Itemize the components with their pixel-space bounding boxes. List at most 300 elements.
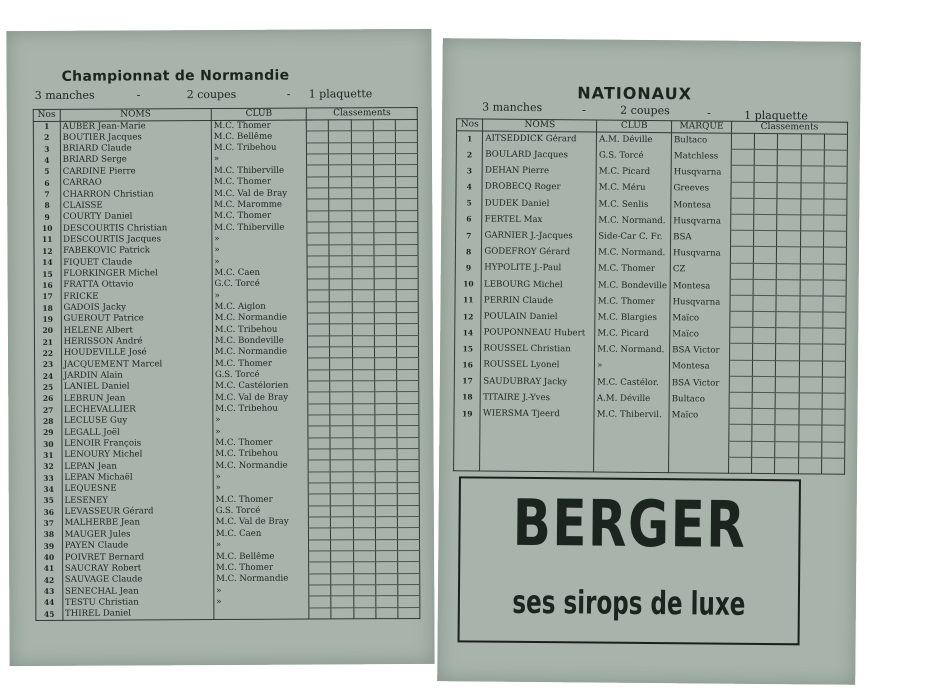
entry-number: 15 (34, 269, 61, 280)
classement-cell (373, 188, 395, 199)
classement-cell (752, 376, 775, 392)
classement-cell (376, 607, 398, 618)
entry-number: 3 (456, 163, 483, 179)
entry-number: 31 (35, 450, 62, 461)
classement-cell (375, 449, 397, 460)
classement-cell (308, 460, 330, 471)
entry-make: Montesa (671, 197, 731, 214)
entry-club: » (595, 359, 670, 376)
classement-cell (824, 150, 847, 166)
classement-cell (375, 483, 397, 494)
right-sub-plaquette: 1 plaquette (744, 108, 808, 123)
classement-cell (374, 346, 396, 357)
classement-cell (729, 360, 752, 376)
classement-cell (801, 150, 824, 166)
classement-cell (754, 182, 777, 198)
blank-cell (775, 425, 798, 441)
classement-cell (351, 131, 373, 142)
entry-number: 29 (35, 428, 62, 439)
classement-cell (753, 247, 776, 263)
entry-number: 35 (35, 496, 62, 507)
classement-cell (375, 596, 397, 607)
entry-name: LEVASSEUR Gérard (62, 506, 213, 518)
classement-cell (352, 290, 374, 301)
classement-cell (330, 347, 352, 358)
classement-cell (351, 120, 373, 131)
entry-club: M.C. Thomer (213, 562, 309, 574)
entry-name: LEBOURG Michel (481, 277, 595, 294)
entry-name: LEBRUN Jean (61, 393, 212, 405)
entry-name: CLAISSE (60, 200, 211, 212)
classement-cell (729, 344, 752, 360)
classement-cell (754, 231, 777, 247)
entry-number: 2 (456, 147, 483, 163)
classement-cell (375, 528, 397, 539)
classement-cell (308, 369, 330, 380)
entry-number: 33 (35, 473, 62, 484)
left-sub-sep-b: - (286, 87, 291, 101)
entry-number: 4 (33, 155, 60, 166)
classement-cell (397, 494, 419, 505)
classement-cell (309, 562, 331, 573)
classement-cell (374, 335, 396, 346)
classement-cell (800, 263, 823, 279)
classement-cell (396, 222, 418, 233)
classement-cell (729, 408, 752, 424)
classement-cell (398, 596, 420, 607)
left-entry-body (33, 119, 420, 620)
entry-club: M.C. Bondeville (595, 278, 670, 295)
entry-number: 12 (455, 309, 482, 325)
right-sub-manches: 3 manches (482, 100, 543, 115)
entry-number: 5 (456, 196, 483, 212)
classement-cell (375, 460, 397, 471)
classement-cell (397, 448, 419, 459)
classement-cell (352, 381, 374, 392)
classement-cell (307, 131, 329, 142)
entry-name: AITSEDDICK Gérard (483, 131, 597, 148)
classement-cell (308, 426, 330, 437)
classement-cell (799, 312, 822, 328)
classement-cell (353, 505, 375, 516)
classement-cell (352, 403, 374, 414)
entry-club: G.S. Torcé (212, 370, 308, 382)
classement-cell (330, 392, 352, 403)
classement-cell (374, 380, 396, 391)
entry-number: 45 (36, 609, 63, 620)
classement-cell (352, 324, 374, 335)
classement-cell (396, 358, 418, 369)
col-classements-header: Classements (731, 121, 847, 134)
classement-cell (754, 133, 777, 149)
classement-cell (329, 188, 351, 199)
entry-name: SAUCRAY Robert (62, 563, 213, 575)
classement-cell (373, 199, 395, 210)
entry-club: G.S. Torcé (596, 148, 671, 165)
right-sub-sep-a: - (582, 103, 586, 117)
classement-cell (329, 199, 351, 210)
classement-cell (329, 165, 351, 176)
entry-club: M.C. Normand. (595, 342, 670, 359)
classement-cell (396, 301, 418, 312)
classement-cell (309, 528, 331, 539)
classement-cell (351, 199, 373, 210)
classement-cell (307, 245, 329, 256)
blank-cell (454, 438, 481, 454)
entry-number: 42 (36, 575, 63, 586)
classement-cell (373, 165, 395, 176)
entry-number: 24 (35, 371, 62, 382)
entry-club: M.C. Normand. (596, 213, 671, 230)
entry-name: FERTEL Max (482, 212, 596, 229)
classement-cell (331, 494, 353, 505)
classement-cell (308, 347, 330, 358)
classement-cell (353, 528, 375, 539)
classement-cell (777, 166, 800, 182)
entry-number: 39 (36, 541, 63, 552)
entry-name: GADOIS Jacky (61, 302, 212, 314)
classement-cell (375, 505, 397, 516)
classement-cell (374, 369, 396, 380)
classement-cell (330, 358, 352, 369)
entry-club: M.C. Normandie (212, 313, 308, 325)
entry-number: 30 (35, 439, 62, 450)
classement-cell (396, 380, 418, 391)
entry-club: » (212, 290, 308, 302)
entry-make: Montesa (669, 359, 729, 376)
classement-cell (309, 585, 331, 596)
entry-number: 11 (455, 293, 482, 309)
entry-club: M.C. Blargies (595, 310, 670, 327)
classement-cell (754, 150, 777, 166)
classement-cell (331, 596, 353, 607)
blank-cell (775, 441, 798, 457)
classement-cell (799, 328, 822, 344)
entry-name: DEHAN Pierre (482, 163, 596, 180)
classement-cell (309, 494, 331, 505)
classement-cell (799, 344, 822, 360)
entry-number: 40 (36, 552, 63, 563)
blank-cell (798, 458, 821, 474)
entry-name: LEQUESNE (62, 484, 213, 496)
entry-club: M.C. Méru (596, 181, 671, 198)
entry-name: FRATTA Ottavio (61, 279, 212, 291)
classement-cell (375, 551, 397, 562)
classement-cell (397, 573, 419, 584)
entry-club: » (213, 426, 309, 438)
classement-cell (395, 142, 417, 153)
classement-cell (395, 188, 417, 199)
classement-cell (374, 267, 396, 278)
entry-club: M.C. Bellême (213, 551, 309, 563)
classement-cell (395, 119, 417, 130)
entry-number: 16 (34, 280, 61, 291)
entry-number: 41 (36, 564, 63, 575)
entry-name: HOUDEVILLE José (61, 347, 212, 359)
col-name-header: NOMS (483, 119, 597, 132)
entry-club: M.C. Picard (595, 326, 670, 343)
classement-cell (753, 344, 776, 360)
classement-cell (397, 426, 419, 437)
classement-cell (753, 263, 776, 279)
classement-cell (823, 264, 846, 280)
entry-name: DESCOURTIS Christian (61, 223, 212, 235)
classement-cell (777, 247, 800, 263)
classement-cell (331, 460, 353, 471)
right-sheet (437, 38, 861, 685)
classement-cell (351, 142, 373, 153)
classement-cell (396, 290, 418, 301)
entry-name: AUBER Jean-Marie (60, 121, 211, 133)
entry-name: LEPAN Michaël (62, 472, 213, 484)
classement-cell (308, 301, 330, 312)
classement-cell (776, 279, 799, 295)
classement-cell (373, 142, 395, 153)
classement-cell (308, 381, 330, 392)
entry-name: DUDEK Daniel (482, 196, 596, 213)
classement-cell (352, 313, 374, 324)
entry-name: COURTY Daniel (60, 211, 211, 223)
left-sheet (6, 29, 434, 666)
classement-cell (374, 233, 396, 244)
entry-club: » (212, 256, 308, 268)
classement-cell (329, 131, 351, 142)
classement-cell (754, 198, 777, 214)
entry-number: 9 (455, 260, 482, 276)
col-classements-header: Classements (307, 107, 418, 120)
classement-cell (352, 267, 374, 278)
classement-cell (373, 176, 395, 187)
entry-name: SAUVAGE Claude (62, 574, 213, 586)
classement-cell (397, 505, 419, 516)
classement-cell (330, 324, 352, 335)
entry-make: Husqvarna (670, 246, 730, 263)
classement-cell (307, 256, 329, 267)
classement-cell (307, 199, 329, 210)
classement-cell (351, 210, 373, 221)
classement-cell (373, 154, 395, 165)
entry-number: 9 (34, 212, 61, 223)
entry-club: » (212, 233, 308, 245)
entry-club: M.C. Val de Bray (213, 392, 309, 404)
entry-club: M.C. Normandie (213, 460, 309, 472)
entry-club: M.C. Castélorien (213, 381, 309, 393)
classement-cell (730, 295, 753, 311)
entry-name: JARDIN Alain (61, 370, 212, 382)
classement-cell (351, 188, 373, 199)
classement-cell (330, 437, 352, 448)
classement-cell (331, 574, 353, 585)
entry-club: M.C. Thomer (595, 262, 670, 279)
entry-club: M.C. Maromme (212, 199, 308, 211)
classement-cell (374, 256, 396, 267)
classement-cell (397, 551, 419, 562)
entry-number: 25 (35, 382, 62, 393)
entry-number: 19 (34, 314, 61, 325)
entry-name: FLORKINGER Michel (61, 268, 212, 280)
entry-name: GUEROUT Patrice (61, 313, 212, 325)
classement-cell (307, 279, 329, 290)
entry-name: HELENE Albert (61, 325, 212, 337)
classement-cell (330, 267, 352, 278)
blank-cell (821, 458, 844, 474)
classement-cell (375, 517, 397, 528)
entry-number: 16 (454, 357, 481, 373)
entry-number: 3 (33, 144, 60, 155)
entry-club: » (213, 483, 309, 495)
entry-club: M.C. Caen (213, 528, 309, 540)
entry-club: M.C. Caen (212, 268, 308, 280)
classement-cell (729, 376, 752, 392)
classement-cell (308, 449, 330, 460)
entry-name: FABEKOVIC Patrick (61, 245, 212, 257)
classement-cell (731, 182, 754, 198)
entry-name: WIERSMA Tjeerd (480, 406, 594, 423)
classement-cell (396, 312, 418, 323)
entry-make: Husqvarna (670, 295, 730, 312)
classement-cell (801, 166, 824, 182)
entry-club: M.C. Val de Bray (213, 517, 309, 529)
classement-cell (396, 278, 418, 289)
classement-cell (775, 393, 798, 409)
entry-name: BOUTIER Jacques (60, 132, 211, 144)
entry-number: 18 (34, 303, 61, 314)
classement-cell (329, 222, 351, 233)
classement-cell (329, 256, 351, 267)
classement-cell (778, 150, 801, 166)
classement-cell (822, 409, 845, 425)
entry-name: LECHEVALLIER (61, 404, 212, 416)
classement-cell (352, 347, 374, 358)
entry-club: G.S. Torcé (213, 506, 309, 518)
entry-club: G.C. Torcé (212, 279, 308, 291)
entry-name: CHARRON Christian (60, 189, 211, 201)
classement-cell (352, 279, 374, 290)
advert-slogan: ses sirops de luxe (512, 582, 746, 623)
classement-cell (374, 222, 396, 233)
classement-cell (331, 562, 353, 573)
classement-cell (309, 540, 331, 551)
classement-cell (396, 369, 418, 380)
classement-cell (308, 358, 330, 369)
classement-cell (375, 585, 397, 596)
entry-club: A.M. Déville (597, 132, 672, 149)
entry-number: 7 (34, 189, 61, 200)
blank-cell (669, 456, 729, 473)
classement-cell (798, 409, 821, 425)
classement-cell (307, 211, 329, 222)
classement-cell (331, 483, 353, 494)
entry-club: M.C. Thiberville (212, 222, 308, 234)
entry-number: 11 (34, 235, 61, 246)
classement-cell (374, 312, 396, 323)
classement-cell (330, 290, 352, 301)
classement-cell (309, 506, 331, 517)
classement-cell (800, 279, 823, 295)
entry-make: Maïco (670, 311, 730, 328)
entry-club: A.M. Déville (594, 391, 669, 408)
classement-cell (730, 311, 753, 327)
classement-cell (397, 414, 419, 425)
classement-cell (776, 376, 799, 392)
classement-cell (397, 471, 419, 482)
entry-number: 15 (455, 341, 482, 357)
entry-club: » (213, 540, 309, 552)
entry-make: Maïco (669, 408, 729, 425)
entry-number: 12 (34, 246, 61, 257)
classement-cell (375, 539, 397, 550)
entry-name: FIQUET Claude (61, 257, 212, 269)
entry-name: SAUDUBRAY Jacky (481, 374, 595, 391)
entry-number: 4 (456, 179, 483, 195)
entry-club: M.C. Tribehou (213, 449, 309, 461)
classement-cell (777, 182, 800, 198)
entry-club: Side-Car C. Fr. (596, 229, 671, 246)
entry-name: PERRIN Claude (481, 293, 595, 310)
classement-cell (331, 585, 353, 596)
right-sub-sep-b: - (707, 106, 711, 120)
classement-cell (730, 247, 753, 263)
blank-cell (480, 455, 594, 472)
blank-cell (480, 422, 594, 439)
entry-club: M.C. Tribehou (212, 324, 308, 336)
entry-club: M.C. Thomer (595, 294, 670, 311)
entry-name: FRICKE (61, 291, 212, 303)
classement-cell (824, 166, 847, 182)
classement-cell (374, 290, 396, 301)
entry-number: 5 (34, 167, 61, 178)
classement-cell (396, 244, 418, 255)
classement-cell (329, 143, 351, 154)
blank-cell (822, 425, 845, 441)
left-sub-manches: 3 manches (34, 88, 95, 102)
classement-cell (373, 210, 395, 221)
entry-name: POUPONNEAU Hubert (481, 325, 595, 342)
classement-cell (374, 358, 396, 369)
entry-name: DROBECQ Roger (482, 180, 596, 197)
entry-number: 8 (455, 244, 482, 260)
entry-name: GODEFROY Gérard (482, 244, 596, 261)
entry-name: THIREL Daniel (63, 608, 214, 620)
blank-cell (669, 440, 729, 457)
classement-cell (398, 585, 420, 596)
entry-name: POIVRET Bernard (62, 552, 213, 564)
col-make-header: MARQUE (672, 121, 732, 134)
entry-number: 17 (454, 374, 481, 390)
classement-cell (353, 449, 375, 460)
classement-cell (329, 120, 351, 131)
entry-number: 1 (456, 131, 483, 147)
classement-cell (396, 267, 418, 278)
classement-cell (397, 562, 419, 573)
entry-make: BSA Victor (670, 343, 730, 360)
entry-make: Greeves (671, 181, 731, 198)
classement-cell (375, 415, 397, 426)
entry-make: Matchless (671, 149, 731, 166)
classement-cell (775, 409, 798, 425)
classement-cell (330, 301, 352, 312)
blank-cell (594, 456, 669, 473)
classement-cell (754, 166, 777, 182)
entry-make: Husqvarna (671, 165, 731, 182)
classement-cell (395, 131, 417, 142)
entry-name: ROUSSEL Lyonel (481, 358, 595, 375)
classement-cell (353, 460, 375, 471)
classement-cell (397, 403, 419, 414)
classement-cell (397, 460, 419, 471)
classement-cell (374, 324, 396, 335)
entry-number: 38 (35, 530, 62, 541)
